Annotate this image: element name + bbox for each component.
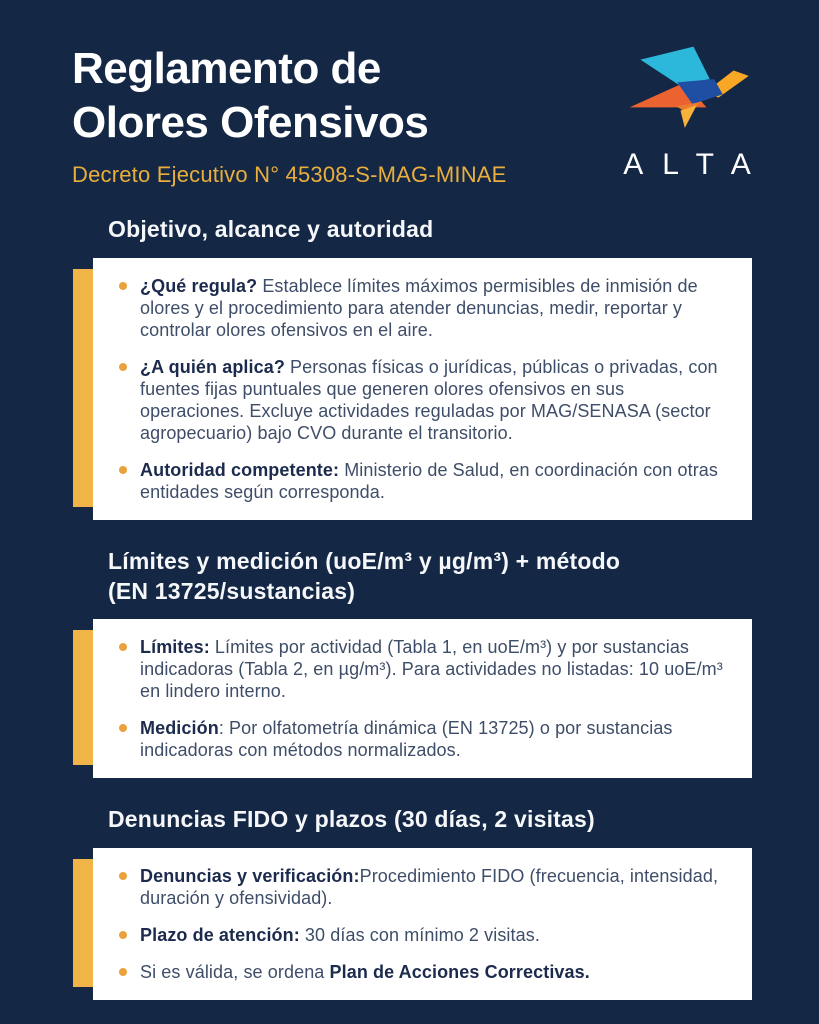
accent-bar [73,630,93,765]
item-text: Personas físicas o jurídicas, públicas o privadas, con fuentes fijas puntuales que generen olores ofensivos en sus operaciones. Excluye actividades reguladas por MAG/SENASA (sector agropecuario) bajo CVO durante el transitorio. [140,356,718,443]
item-label: ¿Qué regula? [140,275,258,296]
bullet-dot-icon [119,872,127,880]
card-objetivo [93,258,752,520]
header-text-block [72,42,507,188]
accent-bar [73,859,93,987]
accent-bar [73,269,93,507]
list-item [140,356,728,444]
item-text: : Por olfatometría dinámica (EN 13725) o por sustancias indicadoras con métodos normalizados. [140,718,673,761]
list-item [140,459,728,503]
section-denuncias [0,804,819,999]
list-item [140,961,728,983]
page-title-line1: Reglamento de [72,44,381,93]
card-denuncias [93,848,752,1000]
list-item [140,275,728,341]
bullet-list [140,636,728,761]
bullet-dot-icon [119,931,127,939]
bullet-list [140,275,728,503]
decree-subtitle: Decreto Ejecutivo N° 45308-S-MAG-MINAE [72,162,507,188]
section-heading-denuncias [108,804,738,834]
item-text: Límites por actividad (Tabla 1, en uoE/m³) y por sustancias indicadoras (Tabla 2, en µg/m³). Para actividades no listadas: 10 uoE/m³ en lindero interno. [140,637,723,702]
bullet-dot-icon [119,643,127,651]
bullet-list [140,865,728,983]
card-limites [93,619,752,778]
item-label: Límites: [140,637,210,658]
header [0,42,819,188]
section-objetivo [0,214,819,519]
alta-logo-bird-icon [617,38,757,142]
bullet-dot-icon [119,724,127,732]
item-label: Denuncias y verificación: [140,865,360,886]
alta-wordmark: ALTA [623,148,770,181]
section-heading-text: Denuncias FIDO y plazos (30 días, 2 visitas) [108,806,595,833]
item-label: ¿A quién aplica? [140,356,285,377]
item-text: Procedimiento FIDO (frecuencia, intensidad, duración y ofensividad). [140,865,719,908]
bullet-dot-icon [119,363,127,371]
page-title-line2: Olores Ofensivos [72,97,429,147]
page-title [72,42,507,149]
bullet-dot-icon [119,282,127,290]
section-heading-text: Objetivo, alcance y autoridad [108,216,434,243]
item-label: Medición [140,718,219,739]
section-limites [0,546,819,779]
list-item [140,865,728,909]
list-item [140,636,728,702]
item-text: Establece límites máximos permisibles de inmisión de olores y el procedimiento para atender denuncias, medir, reportar y controlar olores ofensivos en el aire. [140,275,698,340]
item-text: Ministerio de Salud, en coordinación con otras entidades según corresponda. [140,459,719,502]
item-label: Autoridad competente: [140,459,340,480]
alta-logo [607,38,770,182]
section-heading-objetivo [108,214,738,244]
item-text: 30 días con mínimo 2 visitas. [299,924,540,945]
section-heading-line2: (EN 13725/sustancias) [108,578,356,605]
item-label: Plazo de atención: [140,924,300,945]
bullet-dot-icon [119,466,127,474]
item-text: Si es válida, se ordena [140,961,330,982]
list-item [140,924,728,946]
section-heading-line1: Límites y medición (uoE/m³ y µg/m³) + método [108,547,621,574]
logo-shape-top-wing [640,47,709,85]
section-heading-limites [108,546,738,607]
item-label: Plan de Acciones Correctivas. [329,961,590,982]
list-item [140,717,728,761]
bullet-dot-icon [119,968,127,976]
